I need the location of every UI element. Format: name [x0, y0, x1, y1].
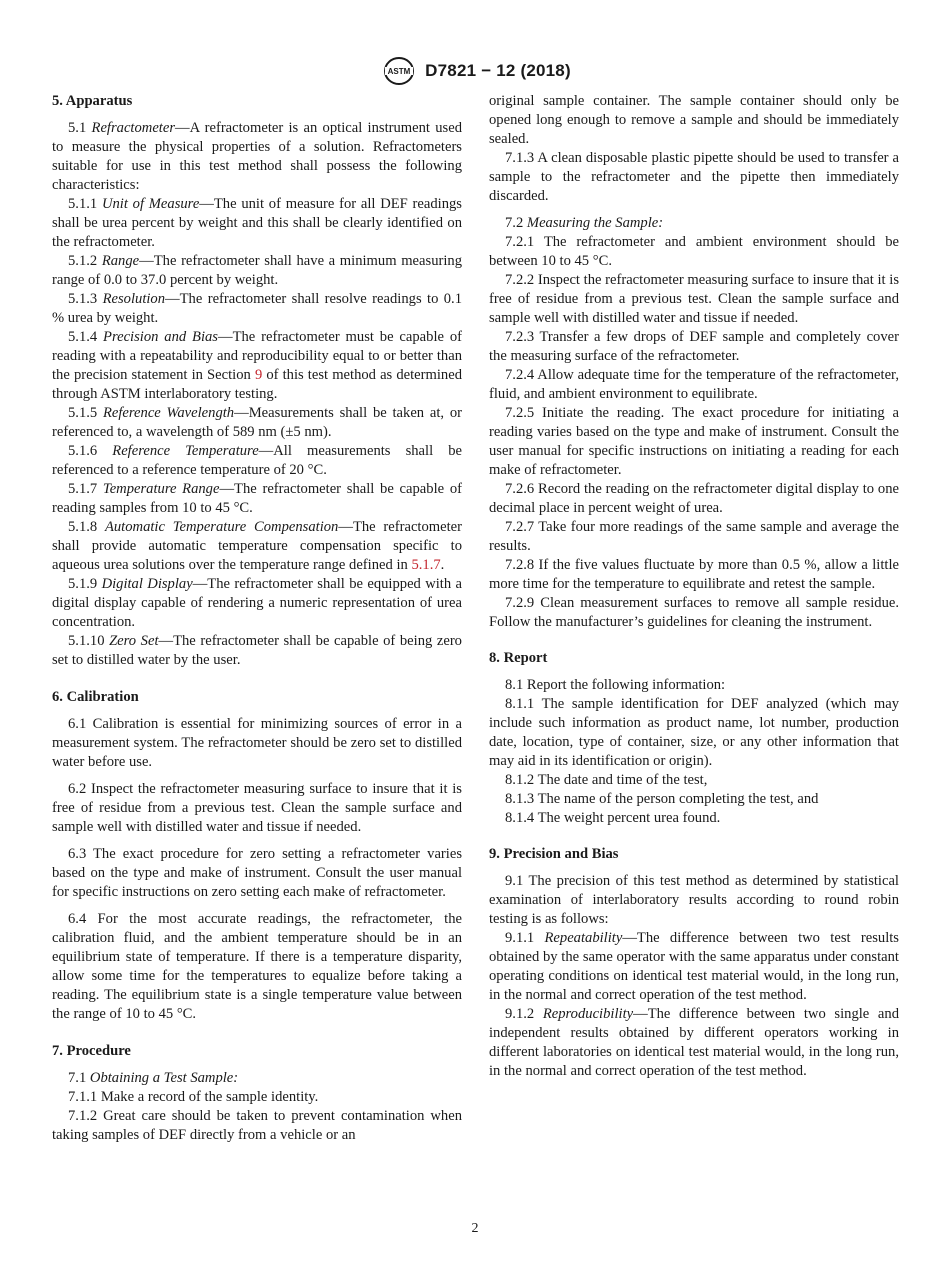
paragraph-7-2-1: 7.2.1 The refractometer and ambient environment should be between 10 to 45 °C. [489, 234, 899, 269]
section-5-1-7-link[interactable]: 5.1.7 [411, 557, 441, 573]
paragraph-5-1-4: 5.1.4 Precision and Bias—The refractometer must be capable of reading with a repeatability and reproducibility equal to or better than the precision statement in Section 9 of this test method as determined through ASTM interlaboratory testing. [52, 329, 462, 402]
paragraph-8-1-4: 8.1.4 The weight percent urea found. [505, 810, 721, 826]
paragraph-5-1-6: 5.1.6 Reference Temperature—All measurements shall be referenced to a reference temperature of 20 °C. [52, 443, 462, 478]
paragraph-6-2: 6.2 Inspect the refractometer measuring surface to insure that it is free of residue from a previous test. Clean the sample surface and sample well with distilled water and tissue if needed. [52, 781, 462, 835]
paragraph-5-1-10: 5.1.10 Zero Set—The refractometer shall be capable of being zero set to distilled water by the user. [52, 633, 462, 668]
right-column [489, 92, 899, 1081]
paragraph-6-4: 6.4 For the most accurate readings, the refractometer, the calibration fluid, and the ambient temperature should be in an equilibrium state of temperature. If there is a temperature disparity, allow some time for the temperatures to equalize before taking a reading. The equilibrium state is a single temperature value between the range of 10 to 45 °C. [52, 911, 462, 1022]
paragraph-7-2-9: 7.2.9 Clean measurement surfaces to remove all sample residue. Follow the manufacturer’s guidelines for cleaning the instrument. [489, 595, 899, 630]
paragraph-5-1-7: 5.1.7 Temperature Range—The refractometer shall be capable of reading samples from 10 to 45 °C. [52, 481, 462, 516]
paragraph-7-2-2: 7.2.2 Inspect the refractometer measuring surface to insure that it is free of residue from a previous test. Clean the sample surface and sample well with distilled water and tissue if needed. [489, 272, 899, 326]
left-column [52, 92, 462, 1145]
section-7-title: 7. Procedure [52, 1043, 131, 1059]
paragraph-7-1-1: 7.1.1 Make a record of the sample identity. [68, 1089, 319, 1105]
paragraph-5-1-5: 5.1.5 Reference Wavelength—Measurements shall be taken at, or referenced to, a wavelength of 589 nm (±5 nm). [52, 405, 463, 440]
paragraph-5-1-9: 5.1.9 Digital Display—The refractometer shall be equipped with a digital display capable of rendering a numeric representation of urea concentration. [52, 576, 462, 630]
paragraph-5-1-3: 5.1.3 Resolution—The refractometer shall resolve readings to 0.1 % urea by weight. [52, 291, 462, 326]
paragraph-7-2: 7.2 Measuring the Sample: [505, 215, 664, 231]
section-5-title: 5. Apparatus [52, 93, 133, 109]
paragraph-7-2-7: 7.2.7 Take four more readings of the same sample and average the results. [489, 519, 899, 554]
svg-text:ASTM: ASTM [387, 67, 411, 76]
paragraph-7-2-4: 7.2.4 Allow adequate time for the temperature of the refractometer, fluid, and ambient environment to equilibrate. [489, 367, 899, 402]
paragraph-7-2-6: 7.2.6 Record the reading on the refractometer digital display to one decimal place in percent weight of urea. [489, 481, 899, 516]
section-9-link[interactable]: 9 [254, 367, 263, 383]
paragraph-8-1-1: 8.1.1 The sample identification for DEF analyzed (which may include such information as product name, lot number, production date, location, type of container, size, or any other information that may aid in its identification or origin). [489, 696, 899, 769]
paragraph-7-1-2-continued: original sample container. The sample container should only be opened long enough to remove a sample and should be immediately sealed. [489, 93, 899, 147]
astm-logo-icon [379, 56, 419, 86]
paragraph-5-1: 5.1 Refractometer—A refractometer is an optical instrument used to measure the physical properties of a solution. Refractometers suitable for use in this test method shall possess the following characteristics: [52, 120, 462, 193]
paragraph-8-1: 8.1 Report the following information: [505, 677, 726, 693]
paragraph-8-1-3: 8.1.3 The name of the person completing the test, and [505, 791, 819, 807]
paragraph-8-1-2: 8.1.2 The date and time of the test, [505, 772, 708, 788]
paragraph-7-2-3: 7.2.3 Transfer a few drops of DEF sample and completely cover the measuring surface of the refractometer. [489, 329, 899, 364]
paragraph-7-2-8: 7.2.8 If the five values fluctuate by more than 0.5 %, allow a little more time for the temperature to equilibrate and retest the sample. [489, 557, 899, 592]
section-8-title: 8. Report [489, 650, 548, 666]
paragraph-7-1-3: 7.1.3 A clean disposable plastic pipette should be used to transfer a sample to the refractometer and the pipette then immediately discarded. [489, 150, 899, 204]
document-id: D7821 − 12 (2018) [425, 61, 571, 80]
paragraph-6-3: 6.3 The exact procedure for zero setting a refractometer varies based on the type and make of instrument. Consult the user manual for specific instructions on zero setting each make of refractometer. [52, 846, 462, 900]
section-9-title: 9. Precision and Bias [489, 846, 619, 862]
paragraph-9-1-1: 9.1.1 Repeatability—The difference between two test results obtained by the same operator with the same apparatus under constant operating conditions on identical test material would, in the long run, in the normal and correct operation of the test method. [489, 930, 899, 1003]
page-number: 2 [471, 1221, 479, 1236]
paragraph-7-1: 7.1 Obtaining a Test Sample: [68, 1070, 239, 1086]
paragraph-9-1: 9.1 The precision of this test method as determined by statistical examination of interlaboratory results according to round robin testing is as follows: [489, 873, 899, 927]
paragraph-5-1-8: 5.1.8 Automatic Temperature Compensation—The refractometer shall provide automatic temperature compensation specific to aqueous urea solutions over the temperature range defined in 5.1.7. [52, 519, 462, 573]
paragraph-6-1: 6.1 Calibration is essential for minimizing sources of error in a measurement system. The refractometer should be zero set to distilled water before use. [52, 716, 462, 770]
paragraph-5-1-1: 5.1.1 Unit of Measure—The unit of measure for all DEF readings shall be urea percent by weight and this shall be clearly identified on the refractometer. [52, 196, 462, 250]
paragraph-9-1-2: 9.1.2 Reproducibility—The difference between two single and independent results obtained by different operators working in different laboratories on identical test material would, in the long run, in the normal and correct operation of the test method. [489, 1006, 900, 1079]
paragraph-5-1-2: 5.1.2 Range—The refractometer shall have a minimum measuring range of 0.0 to 37.0 percent by weight. [52, 253, 462, 288]
paragraph-7-2-5: 7.2.5 Initiate the reading. The exact procedure for initiating a reading varies based on the type and make of instrument. Consult the user manual for specific instructions on initiating a reading for each make of refractometer. [489, 405, 899, 478]
page-header [0, 56, 950, 86]
paragraph-7-1-2: 7.1.2 Great care should be taken to prevent contamination when taking samples of DEF directly from a vehicle or an [52, 1108, 462, 1143]
section-6-title: 6. Calibration [52, 689, 139, 705]
